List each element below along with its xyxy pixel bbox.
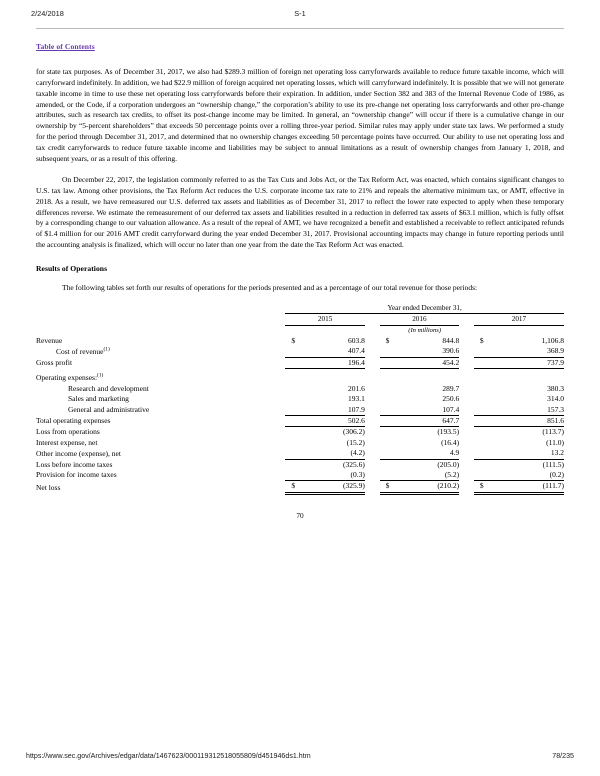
table-row — [36, 470, 564, 481]
currency-symbol: $ — [291, 481, 296, 491]
column-gap — [365, 336, 380, 346]
column-gap — [365, 427, 380, 438]
column-gap — [271, 384, 286, 394]
column-header-2015: 2015 — [285, 314, 365, 325]
cell-2015: 407.4 — [285, 346, 365, 357]
table-body — [36, 336, 564, 493]
column-gap — [459, 481, 474, 493]
column-gap — [365, 373, 380, 383]
cell-2016: 289.7 — [442, 383, 460, 393]
cell-2015: 502.6 — [285, 415, 365, 426]
cell-2015: 193.1 — [348, 394, 365, 404]
cell-2017: 851.6 — [474, 415, 564, 426]
column-gap — [365, 394, 380, 404]
source-url: https://www.sec.gov/Archives/edgar/data/1467623/000119312518055809/d451946ds1.htm — [26, 752, 311, 760]
column-gap — [365, 438, 380, 448]
table-row — [36, 481, 564, 493]
table-group-header-row — [36, 303, 564, 314]
row-label: Sales and marketing — [68, 394, 129, 404]
column-header-2016: 2016 — [380, 314, 460, 325]
column-gap — [271, 438, 286, 448]
print-document-title: S-1 — [294, 9, 306, 18]
column-gap — [271, 346, 286, 357]
currency-symbol: $ — [385, 336, 390, 346]
column-gap — [271, 459, 286, 470]
cell-2016: 647.7 — [380, 415, 460, 426]
page-number: 70 — [296, 510, 304, 520]
column-gap — [271, 427, 286, 438]
cell-2016: 390.6 — [380, 346, 460, 357]
currency-symbol: $ — [291, 336, 296, 346]
cell-2016: 454.2 — [380, 357, 460, 368]
cell-2017: 380.3 — [547, 383, 564, 393]
column-gap — [271, 405, 286, 416]
cell-2015: $ (325.9) — [285, 481, 365, 493]
column-gap — [459, 405, 474, 416]
cell-2017: (0.2) — [474, 470, 564, 481]
column-gap — [271, 394, 286, 404]
row-label: Total operating expenses — [36, 416, 111, 426]
row-label: Revenue — [36, 336, 63, 346]
cell-2015: (325.6) — [343, 459, 365, 469]
row-label: Interest expense, net — [36, 437, 98, 447]
cell-2017: (113.7) — [542, 427, 564, 437]
column-gap — [365, 346, 380, 357]
column-gap — [459, 336, 474, 346]
table-row — [36, 459, 564, 470]
column-gap — [459, 438, 474, 448]
row-label: General and administrative — [68, 405, 150, 414]
cell-2016: $ (210.2) — [380, 481, 460, 493]
row-label: Operating expenses:$^{(1)}$ — [36, 372, 104, 383]
table-row — [36, 373, 564, 383]
cell-2017: 737.9 — [474, 357, 564, 368]
row-label: Provision for income taxes — [36, 470, 117, 480]
cell-2017: 368.9 — [474, 346, 564, 357]
row-label: Net loss — [36, 482, 61, 492]
cell-2017: 13.2 — [474, 448, 564, 459]
cell-2017: $ 1,106.8 — [474, 336, 564, 346]
cell-2016: (205.0) — [437, 459, 460, 469]
cell-2015: 107.9 — [285, 405, 365, 416]
cell-2016: 4.9 — [380, 448, 460, 459]
column-gap — [459, 470, 474, 481]
table-group-header: Year ended December 31, — [285, 303, 564, 314]
row-label: Gross profit — [36, 358, 73, 368]
column-gap — [365, 405, 380, 416]
document-body — [36, 36, 564, 520]
footnote-marker: (1) — [97, 372, 104, 379]
column-gap — [459, 357, 474, 368]
print-date: 2/24/2018 — [31, 9, 64, 18]
column-gap — [365, 470, 380, 481]
currency-symbol: $ — [479, 481, 484, 491]
cell-2016: $ 844.8 — [380, 336, 460, 346]
column-gap — [365, 448, 380, 459]
column-gap — [459, 448, 474, 459]
column-gap — [459, 373, 474, 383]
row-label: Research and development — [68, 383, 149, 393]
table-row — [36, 438, 564, 448]
cell-2015: $ 603.8 — [285, 336, 365, 346]
header-divider — [36, 28, 564, 29]
cell-2017 — [474, 373, 564, 383]
column-gap — [365, 384, 380, 394]
results-of-operations-table — [36, 303, 564, 495]
cell-2015: 196.4 — [285, 357, 365, 368]
row-label: Loss before income taxes — [36, 459, 113, 469]
cell-2015: (0.3) — [285, 470, 365, 481]
browser-print-footer — [0, 752, 600, 766]
column-header-2017: 2017 — [474, 314, 564, 325]
table-column-header-row — [36, 314, 564, 325]
table-row — [36, 346, 564, 357]
section-heading-results-of-operations: Results of Operations — [36, 264, 108, 273]
table-row — [36, 415, 564, 426]
cell-2016: (16.4) — [441, 437, 460, 447]
results-lead-in-text: The following tables set forth our results of operations for the periods presented and as a percentage of our total revenue for those periods: — [62, 283, 478, 292]
column-gap — [459, 427, 474, 438]
column-gap — [271, 373, 286, 383]
column-gap — [271, 481, 286, 493]
cell-2015: 201.6 — [348, 383, 365, 393]
paragraph-tax-carryforwards: for state tax purposes. As of December 31, 2017, we also had $289.3 million of foreign net operating loss carryforwards available to reduce future taxable income, which will carryforward indefinitely. In addition, we had $22.9 million of foreign acquired net operating losses, which will carryforward indefinitely. It is possible that we will not generate taxable income in time to use these net operating loss carryforwards before their expiration. In addition, under Section 382 and 383 of the Internal Revenue Code of 1986, as amended, or the Code, if a corporation undergoes an “ownership change,” the corporation’s ability to use its pre-change net operating loss carryforwards and other pre-change attributes, such as research tax credits, to offset its post-change income may be limited. In general, an “ownership change” will occur if there is a cumulative change in our ownership by “5-percent shareholders” that exceeds 50 percentage points over a rolling three-year period. Similar rules may apply under state tax laws. We performed a study for the period through December 31, 2017, and determined that no ownership changes exceeding 50 percentage points have occurred. Our ability to use net operating loss and tax credit carryforwards to reduce future taxable income and liabilities may be subject to annual limitations as a result of ownership changes from January 1, 2018, and subsequent years, or as a result of this offering. — [36, 67, 564, 163]
column-gap — [271, 448, 286, 459]
column-gap — [271, 357, 286, 368]
cell-2017: 314.0 — [547, 394, 564, 404]
table-of-contents-link[interactable]: Table of Contents — [36, 42, 95, 51]
column-gap — [365, 481, 380, 493]
column-gap — [459, 394, 474, 404]
column-gap — [271, 470, 286, 481]
row-label: Other income (expense), net — [36, 448, 121, 458]
cell-2016: (5.2) — [380, 470, 460, 481]
cell-2016: 250.6 — [442, 394, 460, 404]
column-gap — [365, 415, 380, 426]
column-gap — [365, 459, 380, 470]
table-row — [36, 427, 564, 438]
cell-2015: (15.2) — [346, 437, 365, 447]
currency-symbol: $ — [479, 336, 484, 346]
cell-2017: (11.0) — [546, 437, 564, 447]
footnote-marker: (1) — [103, 346, 110, 353]
browser-print-header — [0, 9, 600, 25]
cell-2017: 157.3 — [474, 405, 564, 416]
table-row — [36, 336, 564, 346]
table-row — [36, 384, 564, 394]
currency-symbol: $ — [385, 481, 390, 491]
cell-2017: (111.5) — [542, 459, 564, 469]
column-gap — [459, 384, 474, 394]
cell-2017: $ (111.7) — [474, 481, 564, 493]
table-row — [36, 357, 564, 368]
paragraph-tax-reform-act: On December 22, 2017, the legislation commonly referred to as the Tax Cuts and Jobs Act, or the Tax Reform Act, was enacted, which contains significant changes to U.S. tax law. Among other provisions, the Tax Reform Act reduces the U.S. corporate income tax rate to 21% and repeals the alternative minimum tax, or AMT, effective in 2018. As a result, we have remeasured our U.S. deferred tax assets and liabilities as of December 31, 2017 to reflect the lower rate expected to apply when these temporary differences reverse. We estimate the remeasurement of our deferred tax assets and liabilities resulted in a reduction in deferred tax assets of $63.1 million, which is fully offset by a corresponding change to our valuation allowance. As a result of the repeal of AMT, we have recognized a benefit and established a receivable to reflect anticipated refunds of $1.4 million for our 2016 AMT credit carryforward during the year ended December 31, 2017. Provisional accounting impacts may change in future reporting periods until the accounting analysis is finalized, which will occur no later than one year from the date the Tax Reform Act was enacted. — [36, 175, 564, 250]
cell-2016: (193.5) — [437, 427, 460, 437]
cell-2015: (306.2) — [343, 427, 365, 437]
table-units-row — [36, 325, 564, 336]
column-gap — [271, 336, 286, 346]
table-row — [36, 448, 564, 459]
column-gap — [459, 346, 474, 357]
column-gap — [459, 459, 474, 470]
column-gap — [459, 415, 474, 426]
cell-2015: (4.2) — [285, 448, 365, 459]
cell-2016 — [380, 373, 460, 383]
cell-2015 — [285, 373, 365, 383]
table-units-label: (In millions) — [408, 326, 442, 334]
cell-2016: 107.4 — [380, 405, 460, 416]
column-gap — [365, 357, 380, 368]
column-gap — [271, 415, 286, 426]
table-row — [36, 405, 564, 416]
row-label: Loss from operations — [36, 427, 100, 437]
table-row — [36, 394, 564, 404]
page-indicator: 78/235 — [552, 752, 574, 760]
row-label: Cost of revenue$^{(1)}$ — [56, 346, 110, 356]
